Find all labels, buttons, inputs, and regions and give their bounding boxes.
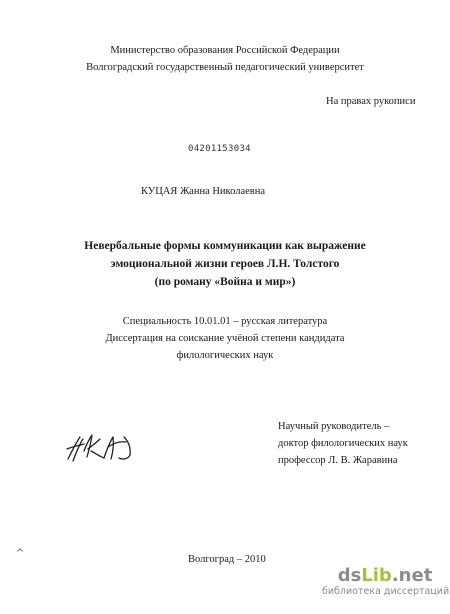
watermark-part-lib: Lib	[361, 565, 392, 586]
title-line-1: Невербальные формы коммуникации как выражение	[84, 240, 366, 252]
advisor-line-2: доктор филологических наук	[278, 438, 408, 449]
watermark-part-ds: ds	[337, 565, 362, 586]
degree-line-1: Диссертация на соискание учёной степени кандидата	[105, 333, 345, 344]
title-line-3: (по роману «Война и мир»)	[154, 276, 296, 288]
watermark-subtitle: библиотека диссертаций	[322, 586, 450, 597]
watermark-logo	[322, 566, 448, 586]
watermark-part-net: .net	[391, 565, 433, 586]
rights-note: На правах рукописи	[326, 96, 416, 107]
document-code: 04201153034	[188, 144, 251, 154]
advisor-line-1: Научный руководитель –	[278, 421, 390, 432]
university-line: Волгоградский государственный педагогический университет	[86, 62, 364, 73]
specialty-line: Специальность 10.01.01 – русская литература	[122, 316, 328, 327]
dslib-watermark	[322, 566, 448, 612]
title-line-2: эмоциональной жизни героев Л.Н. Толстого	[110, 258, 340, 270]
advisor-line-3: профессор Л. В. Жаравина	[278, 455, 398, 466]
scan-mark	[17, 548, 23, 554]
author-name: КУЦАЯ Жанна Николаевна	[141, 186, 266, 197]
handwritten-signature	[64, 425, 138, 467]
ministry-line: Министерство образования Российской Федерации	[110, 45, 340, 56]
degree-line-2: филологических наук	[176, 350, 274, 361]
city-year: Волгоград – 2010	[188, 554, 266, 565]
